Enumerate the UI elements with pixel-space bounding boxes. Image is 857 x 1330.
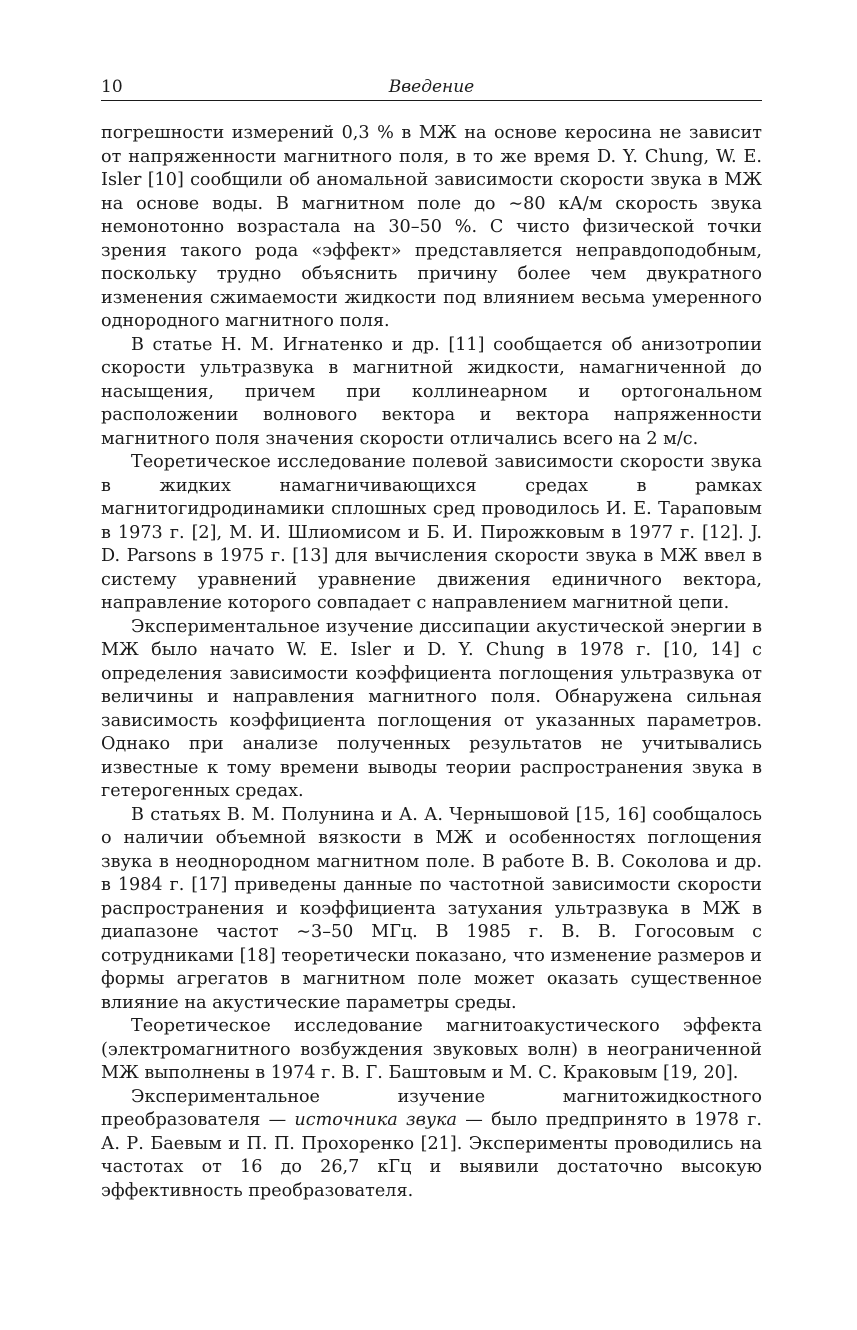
body-text (101, 122, 762, 1203)
page-number: 10 (101, 77, 123, 97)
paragraph-7-after: — было предпринято в 1978 г. А. Р. Баевым и П. П. Прохоренко [21]. Эксперименты проводились на частотах от 16 до 26,7 кГц и выявили достаточно высокую эффективность преобразователя. (101, 1110, 763, 1201)
paragraph-7-before: Экспериментальное изучение магнитожидкостного преобразователя — (101, 1086, 762, 1130)
paragraph-6: Теоретическое исследование магнитоакустического эффекта (электромагнитного возбуждения звуковых волн) в неограниченной МЖ выполнены в 1974 г. В. Г. Баштовым и М. С. Краковым [19, 20]. (101, 1016, 762, 1083)
paragraph-2: В статье Н. М. Игнатенко и др. [11] сообщается об анизотропии скорости ультразвука в магнитной жидкости, намагниченной до насыщения, причем при коллинеарном и ортогональном расположении волнового вектора и вектора напряженности магнитного поля значения скорости отличались всего на 2 м/с. (101, 334, 762, 449)
paragraph-5: В статьях В. М. Полунина и А. А. Чернышовой [15, 16] сообщалось о наличии объемной вязкости в МЖ и особенностях поглощения звука в неоднородном магнитном поле. В работе В. В. Соколова и др. в 1984 г. [17] приведены данные по частотной зависимости скорости распространения и коэффициента затухания ультразвука в МЖ в диапазоне частот ∼3–50 МГц. В 1985 г. В. В. Гогосовым с сотрудниками [18] теоретически показано, что изменение размеров и формы агрегатов в магнитном поле может оказать существенное влияние на акустические параметры среды. (101, 804, 762, 1013)
running-title: Введение (388, 77, 475, 97)
page-header (101, 76, 762, 98)
paragraph-1: погрешности измерений 0,3 % в МЖ на основе керосина не зависит от напряженности магнитного поля, в то же время D. Y. Chung, W. E. Isler [10] сообщили об аномальной зависимости скорости звука в МЖ на основе воды. В магнитном поле до ∼80 кА/м скорость звука немонотонно возрастала на 30–50 %. С чисто физической точки зрения такого рода «эффект» представляется неправдоподобным, поскольку трудно объяснить причину более чем двукратного изменения сжимаемости жидкости под влиянием весьма умеренного однородного магнитного поля. (101, 123, 762, 331)
paragraph-3: Теоретическое исследование полевой зависимости скорости звука в жидких намагничивающихся средах в рамках магнитогидродинамики сплошных сред проводилось И. Е. Тараповым в 1973 г. [2], М. И. Шлиомисом и Б. И. Пирожковым в 1977 г. [12]. J. D. Parsons в 1975 г. [13] для вычисления скорости звука в МЖ ввел в систему уравнений уравнение движения единичного вектора, направление которого совпадает с направлением магнитной цепи. (101, 452, 762, 613)
paragraph-7-italic: источника звука (294, 1110, 458, 1130)
paragraph-7 (101, 1086, 762, 1204)
header-rule (101, 100, 762, 101)
paragraph-4: Экспериментальное изучение диссипации акустической энергии в МЖ было начато W. E. Isler и D. Y. Chung в 1978 г. [10, 14] с определения зависимости коэффициента поглощения ультразвука от величины и направления магнитного поля. Обнаружена сильная зависимость коэффициента поглощения от указанных параметров. Однако при анализе полученных результатов не учитывались известные к тому времени выводы теории распространения звука в гетерогенных средах. (101, 616, 762, 801)
